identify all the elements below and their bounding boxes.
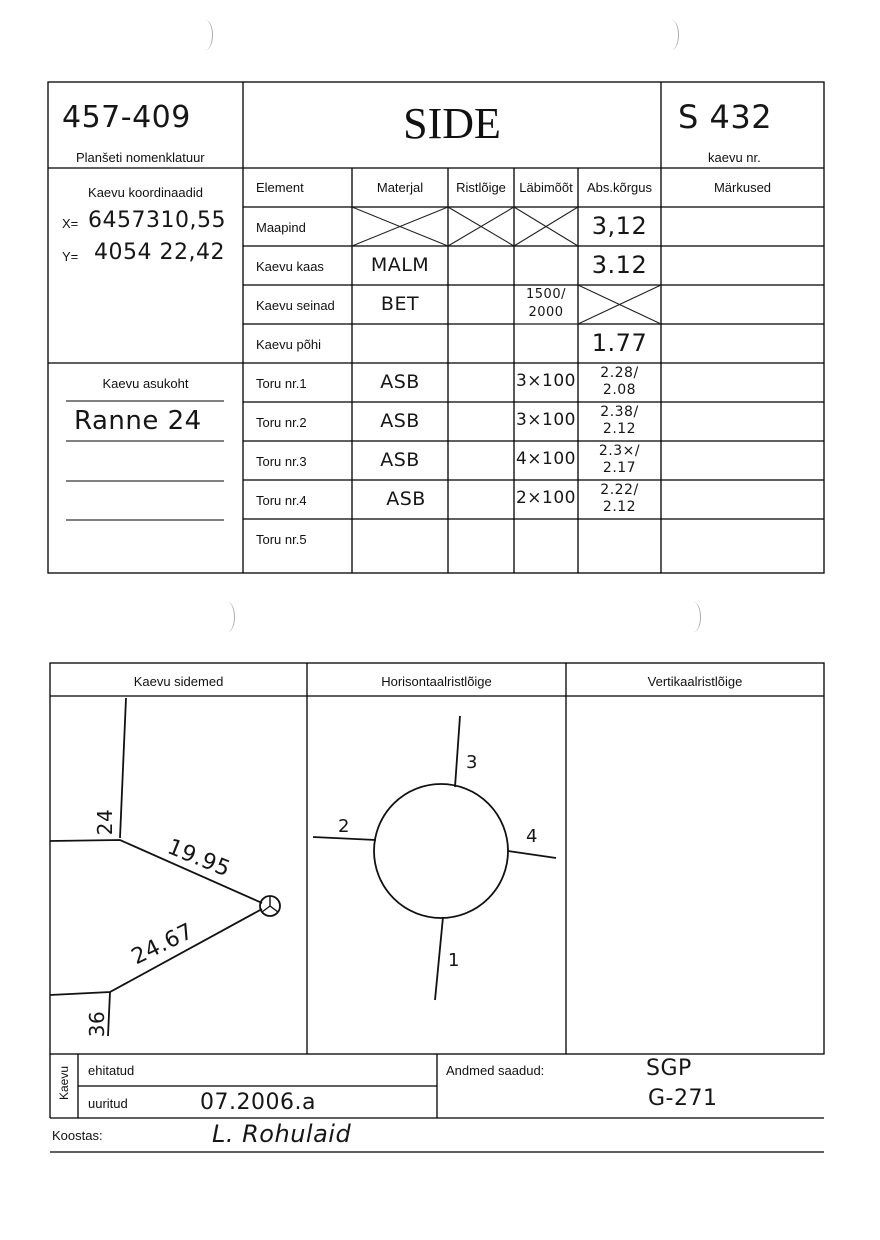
location-value: Ranne 24 [74,406,202,436]
dimension-label: 19.95 [163,834,234,883]
row-element: Toru nr.4 [256,493,307,508]
x-coordinate: 6457310,55 [88,208,226,233]
surveyed-date: 07.2006.a [200,1090,316,1115]
row-element: Toru nr.1 [256,376,307,391]
col-vertical-section: Vertikaalristlõige [647,674,743,689]
col-location-sketch: Kaevu sidemed [133,674,224,689]
coords-label: Kaevu koordinaadid [88,185,203,200]
side-label: Kaevu [57,1065,71,1101]
data-source-code: G-271 [648,1086,718,1111]
x-prefix: X= [62,216,79,231]
row-diameter: 3×100 [515,410,576,430]
col-header-material: Materjal [376,180,424,195]
pipe-label: 3 [466,752,478,773]
data-source-label: Andmed saadud: [446,1063,545,1078]
row-elevation: 1.77 [591,329,648,357]
surveyed-label: uuritud [88,1096,128,1111]
row-material: ASB [386,488,426,510]
row-elevation-lower: 2.17 [602,460,637,476]
col-header-elevation: Abs.kõrgus [586,180,653,195]
row-elevation-lower: 2.12 [602,421,637,437]
row-elevation: 2.38/ [600,404,639,420]
row-diameter: 4×100 [515,449,576,469]
y-prefix: Y= [62,249,79,264]
row-diameter-lower: 2000 [528,305,564,320]
form-title: SIDE [403,99,501,148]
col-header-element: Element [256,180,304,195]
row-elevation: 3.12 [591,251,648,279]
dimension-label: 36 [85,1010,110,1038]
dimension-label: 24.67 [127,918,198,971]
y-coordinate: 4054 22,42 [94,240,225,265]
sheet-label: Planšeti nomenklatuur [76,150,205,165]
col-header-diameter: Läbimõõt [519,180,573,195]
row-diameter: 2×100 [515,488,576,508]
row-material: BET [380,293,420,315]
row-diameter: 1500/ [526,287,566,302]
row-elevation: 2.22/ [600,482,639,498]
row-element: Toru nr.5 [256,532,307,547]
row-material: MALM [370,254,430,276]
well-number-label: kaevu nr. [708,150,761,165]
data-source-value: SGP [646,1056,692,1081]
row-elevation: 2.28/ [600,365,639,381]
row-material: ASB [380,449,420,471]
sheet-number: 457-409 [62,100,191,135]
row-elevation-lower: 2.08 [602,382,637,398]
author-signature: L. Rohulaid [212,1120,352,1148]
row-element: Kaevu kaas [256,259,324,274]
row-material: ASB [380,410,420,432]
row-element: Kaevu põhi [256,337,322,352]
col-horizontal-section: Horisontaalristlõige [381,674,492,689]
row-element: Maapind [256,220,306,235]
well-number: S 432 [678,98,773,136]
horizontal-section-sketch [313,716,556,1000]
row-material: ASB [380,371,420,393]
row-elevation-lower: 2.12 [602,499,637,515]
col-header-cross-section: Ristlõige [456,180,506,195]
row-elevation: 3,12 [591,212,648,240]
col-header-notes: Märkused [713,180,772,195]
pipe-label: 1 [448,950,460,971]
pipe-label: 2 [338,816,350,837]
row-diameter: 3×100 [515,371,576,391]
dimension-label: 24 [93,808,118,836]
author-label: Koostas: [52,1128,103,1143]
row-element: Kaevu seinad [256,298,335,313]
location-label: Kaevu asukoht [102,376,189,391]
row-element: Toru nr.2 [256,415,307,430]
row-elevation: 2.3×/ [598,443,641,459]
row-element: Toru nr.3 [256,454,307,469]
built-label: ehitatud [88,1063,135,1078]
pipe-label: 4 [526,826,538,847]
location-sketch [50,698,280,1036]
